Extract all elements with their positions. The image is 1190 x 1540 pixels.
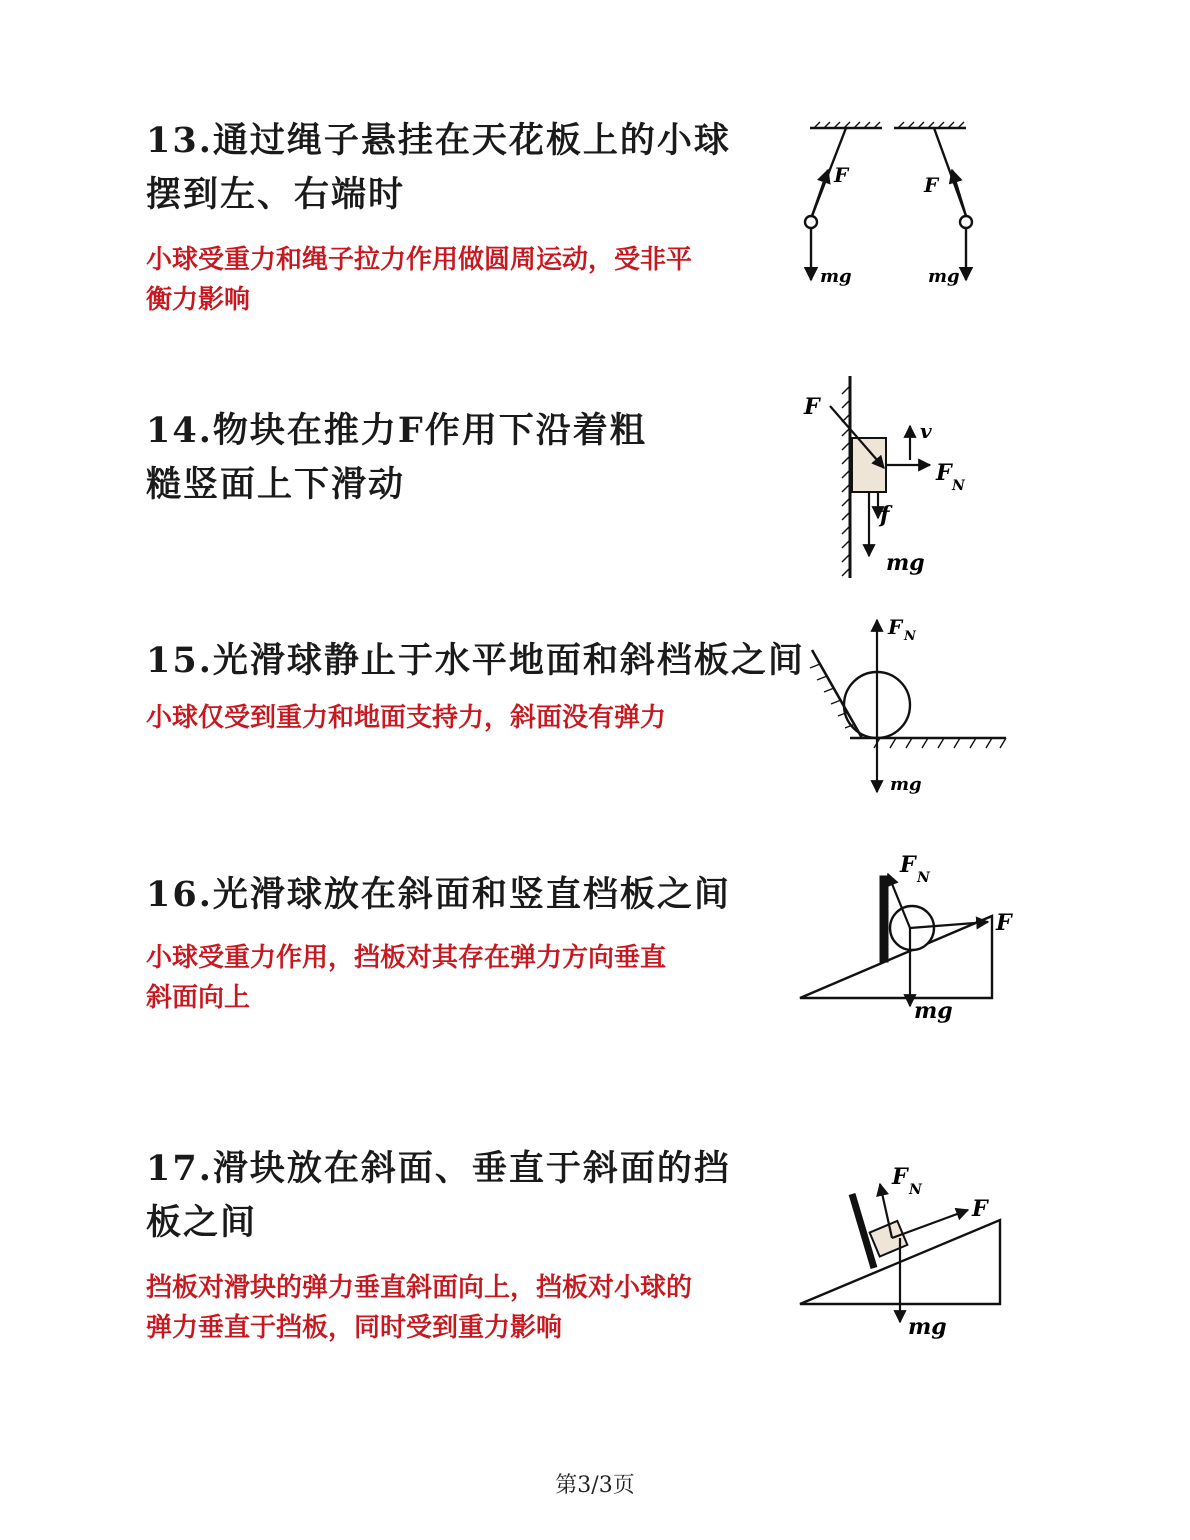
label-14-fn-sub: N [952, 478, 965, 494]
figure-14-block-on-wall [800, 372, 990, 582]
label-15-mg: mg [890, 774, 922, 795]
label-17-mg: mg [908, 1314, 947, 1340]
item-17-title: 17.滑块放在斜面、垂直于斜面的挡 板之间 [146, 1148, 731, 1243]
item-13 [146, 114, 786, 320]
label-16-mg: mg [914, 998, 953, 1024]
label-17-fn-sub: N [909, 1182, 922, 1198]
label-14-f: F [804, 394, 820, 420]
page-footer: 第3/3页 [555, 1473, 635, 1498]
item-15-note: 小球仅受到重力和地面支持力，斜面没有弹力 [146, 703, 667, 733]
label-13-f-left: F [834, 163, 849, 187]
item-16 [146, 868, 786, 1018]
label-15-fn-sub: N [904, 629, 916, 644]
item-17-note: 挡板对滑块的弹力垂直斜面向上，挡板对小球的 弹力垂直于挡板，同时受到重力影响 [146, 1273, 693, 1343]
label-14-mg: mg [886, 550, 925, 576]
label-14-fn: F [936, 460, 952, 486]
label-15-fn: F [888, 615, 903, 639]
item-13-title: 13.通过绳子悬挂在天花板上的小球 摆到左、右端时 [146, 120, 731, 215]
item-14-title: 14.物块在推力F作用下沿着粗 糙竖面上下滑动 [146, 410, 647, 505]
figure-16-ball-on-incline-with-board [796, 846, 1026, 1030]
item-16-note: 小球受重力作用，挡板对其存在弹力方向垂直 斜面向上 [146, 943, 667, 1013]
label-16-fn-sub: N [917, 870, 930, 886]
item-14 [146, 404, 786, 512]
label-17-f: F [972, 1196, 988, 1222]
label-14-friction: f [880, 502, 890, 528]
label-16-fn: F [900, 852, 916, 878]
label-13-f-right: F [924, 173, 939, 197]
label-13-mg-left: mg [820, 266, 852, 287]
label-14-v: v [920, 419, 932, 443]
figure-17-block-on-incline-with-board [796, 1154, 1026, 1350]
label-16-f: F [996, 910, 1012, 936]
label-13-mg-right: mg [928, 266, 960, 287]
item-16-title: 16.光滑球放在斜面和竖直档板之间 [146, 874, 731, 915]
label-17-fn: F [892, 1164, 908, 1190]
item-13-note: 小球受重力和绳子拉力作用做圆周运动，受非平 衡力影响 [146, 245, 693, 315]
figure-13-pendulums [800, 118, 980, 298]
figure-15-ball-between-ground-and-board [800, 610, 1020, 800]
item-15-title: 15.光滑球静止于水平地面和斜档板之间 [146, 640, 805, 681]
item-17 [146, 1142, 786, 1348]
item-15 [146, 634, 806, 738]
